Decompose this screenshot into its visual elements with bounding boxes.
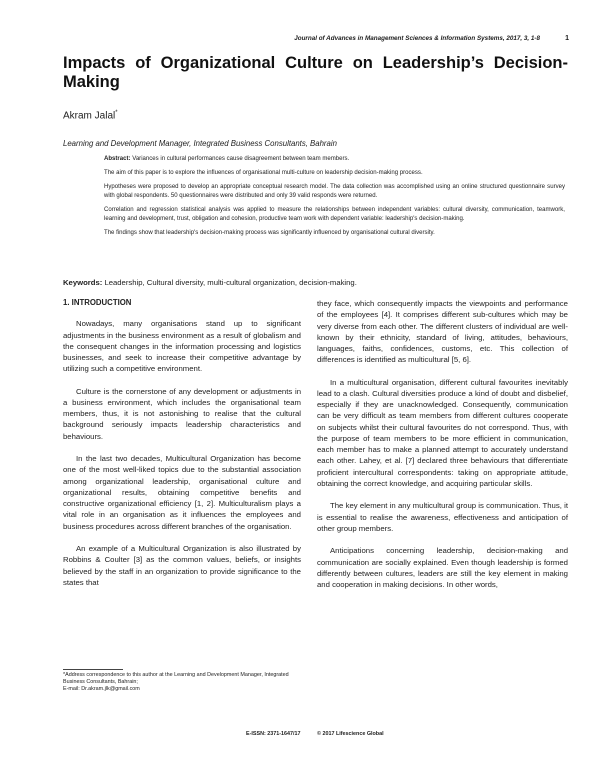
abstract-paragraph: The aim of this paper is to explore the influences of organisational multi-culture on leadership decision-making process.: [104, 170, 423, 177]
paper-title: Impacts of Organizational Culture on Leadership’s Decision-Making: [63, 54, 568, 91]
body-paragraph: Anticipations concerning leadership, decision-making and communication are socially explained. Even though leadership is formed differently between cultures, leaders are still the key element in making and cooperation in making decisions. In other words,: [317, 546, 568, 590]
author-affiliation: Learning and Development Manager, Integrated Business Consultants, Bahrain: [63, 139, 337, 148]
keywords: [63, 278, 568, 287]
body-paragraph: In the last two decades, Multicultural Organization has become one of the most well-liked topics due to the substantial association among organizational leadership, organisational culture and organizational results, obtaining competitive benefits and constructive organizational efficiency [1, 2]. Multiculturalism plays a vital role in an organisation as it influences the employees and business procedures across different branches of the organisation.: [63, 454, 301, 531]
page-number: 1: [565, 35, 569, 42]
body-paragraph: An example of a Multicultural Organization is also illustrated by Robbins & Coulter [3] as the common values, beliefs, or insights believed by the staff in an organization to provide significance to the states that: [63, 544, 301, 587]
body-paragraph-continued: they face, which consequently impacts the viewpoints and performance of the employees [4]. It comprises different sub-cultures which may be very diverse from each other. The different clusters of individual are well-known by their ethnicity, standard of living, attitudes, behaviours, languages, faiths, confidences, customs, etc. This collection of differences is identified as multicultural [5, 6].: [317, 299, 568, 365]
footnote-address: *Address correspondence to this author at the Learning and Development Manager, Integrated Business Consultants, Bahrain;: [63, 672, 289, 685]
footer-copyright: © 2017 Lifescience Global: [317, 731, 384, 737]
abstract-first-paragraph: [104, 155, 565, 164]
body-paragraph: Culture is the cornerstone of any development or adjustments in a business environment, which includes the organisational team members, thus, it is not astonishing to realise that the cultural background seriously impacts leadership characteristics and behaviours.: [63, 386, 301, 441]
running-head: Journal of Advances in Management Sciences & Information Systems, 2017, 3, 1-8: [294, 35, 540, 42]
left-column: [63, 297, 301, 599]
abstract-paragraph: The findings show that leadership's decision-making process was significantly influenced by organisational cultural diversity.: [104, 229, 435, 236]
abstract: [104, 155, 565, 243]
abstract-label: Abstract:: [104, 156, 131, 162]
author-mark: *: [115, 110, 118, 116]
body-paragraph: In a multicultural organisation, different cultural favourites inevitably lead to a clash. Cultural diversities produce a kind of doubt and disbelief, especially if they are unacknowledged. Consequently, communication can be very difficult as team members from different cultures cooperate on subjects whilst their cultural favourites do not correspond. Thus, with the purpose of team members to be more efficient in communication, each member has to make a planned attempt to accurately understand each other. Lahey, et al. [7] declared three behaviours that differentiate proficient intercultural correspondents: taking on appropriate attitude, obtaining the correct knowledge, and acquiring particular skills.: [317, 377, 568, 488]
author-name: Akram Jalal: [63, 110, 116, 122]
section-heading: 1. INTRODUCTION: [63, 298, 132, 307]
abstract-paragraph: Hypotheses were proposed to develop an appropriate conceptual research model. The data collection was accomplished using an online structured questionnaire survey with global respondents. 50 questionnaires were distributed and only 39 valid responds were returned.: [104, 184, 565, 199]
footnote-email: E-mail: Dr.akram.jlk@gmail.com: [63, 686, 140, 692]
footnote-divider: [63, 669, 123, 670]
abstract-paragraph: Correlation and regression statistical analysis was applied to measure the relationships between independent variables: cultural diversity, communication, teamwork, learning and development, trust, obligation and cohesion, productive team work with dependent variable: leadership's decision-making.: [104, 207, 565, 222]
keywords-text: Leadership, Cultural diversity, multi-cultural organization, decision-making.: [104, 278, 357, 287]
right-column: [317, 298, 568, 602]
author-line: [63, 110, 118, 121]
footer-issn: E-ISSN: 2371-1647/17: [246, 731, 301, 737]
body-paragraph: Nowadays, many organisations stand up to significant adjustments in the business environment as a result of globalism and the consequent changes in the information processing and logistics businesses, and seek to increase their competitive advantage by utilizing such a competitive environment.: [63, 319, 301, 374]
body-paragraph: The key element in any multicultural group is communication. Thus, it is essential to realise the awareness, effectiveness and anticipation of other group members.: [317, 501, 568, 533]
keywords-label: Keywords:: [63, 278, 103, 287]
correspondence-footnote: [63, 672, 308, 693]
abstract-first-text: Variances in cultural performances cause disagreement between team members.: [132, 156, 350, 162]
